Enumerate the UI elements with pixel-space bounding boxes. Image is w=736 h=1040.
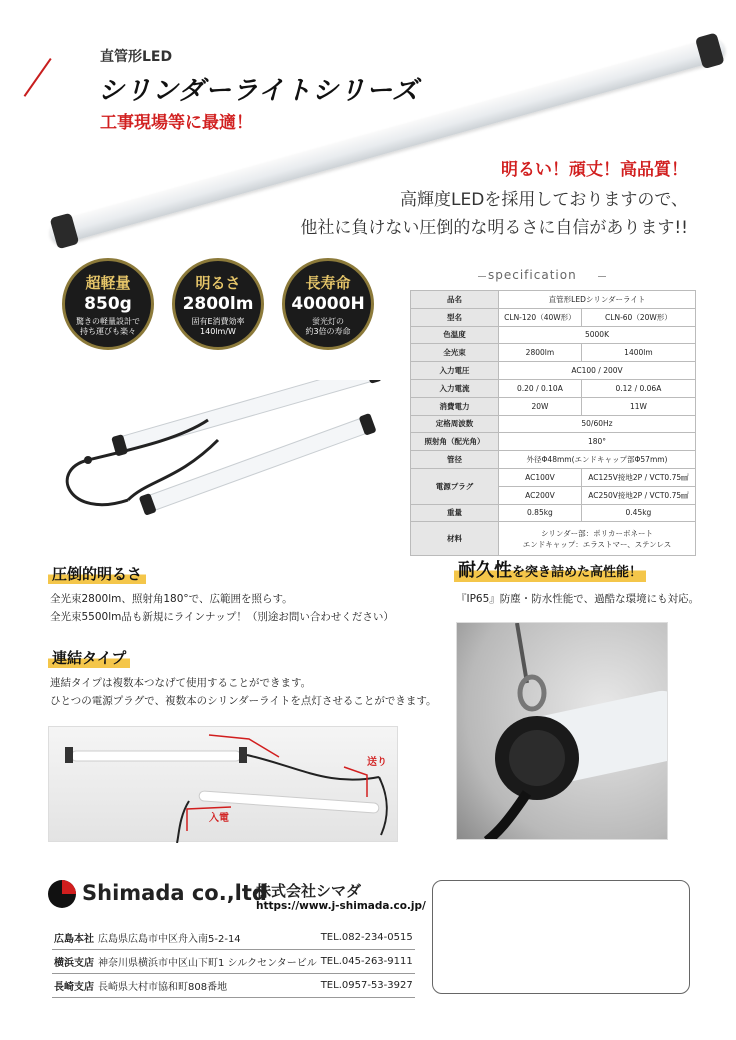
spec-rule-left: [478, 276, 486, 277]
table-row: 品名 直管形LEDシリンダーライト: [411, 291, 696, 309]
spec-table: [410, 290, 696, 556]
office-list: [52, 926, 415, 998]
end-cap-left: [50, 213, 80, 250]
lead-text-2: 他社に負けない圧倒的な明るさに自信があります!!: [300, 218, 688, 238]
brightness-heading: 圧倒的明るさ: [48, 563, 146, 584]
table-row: 型名 CLN-120（40W形） CLN-60（20W形）: [411, 308, 696, 326]
badge-head: 明るさ: [195, 274, 241, 292]
durability-photo: [456, 622, 668, 840]
badge-desc: 驚きの軽量設計で 持ち運びも楽々: [76, 317, 140, 336]
table-row: 照射角（配光角） 180°: [411, 433, 696, 451]
durability-text: 『IP65』防塵・防水性能で、過酷な環境にも対応。: [456, 593, 700, 605]
badge-lifespan: [282, 258, 374, 350]
table-row: 消費電力 20W 11W: [411, 397, 696, 415]
badge-value: 850g: [84, 294, 132, 314]
lead-text-1: 高輝度LEDを採用しておりますので、: [400, 190, 688, 210]
durability-heading: 耐久性を突き詰めた高性能！: [454, 556, 646, 582]
page-title: シリンダーライトシリーズ: [98, 76, 419, 106]
company-name: 株式会社シマダ: [256, 882, 362, 900]
table-row: AC200V AC250V接地2P / VCT0.75㎟: [411, 486, 696, 504]
badge-head: 長寿命: [305, 274, 351, 292]
connection-photo: [48, 726, 398, 842]
brightness-text: 全光束2800lm、照射角180°で、広範囲を照らす。 全光束5500lm品も新規にラインナップ！（別途お問い合わせください）: [50, 593, 394, 624]
feed-out-label: 送り: [367, 757, 387, 768]
dealer-stamp-box: [432, 880, 690, 994]
table-row: 長崎支店 長崎県大村市協和町808番地 TEL.0957-53-3927: [52, 974, 415, 998]
badge-weight: [62, 258, 154, 350]
badge-value: 40000H: [291, 294, 365, 314]
table-row: 電源プラグ AC100V AC125V接地2P / VCT0.75㎟: [411, 468, 696, 486]
table-row: 重量 0.85kg 0.45kg: [411, 504, 696, 522]
catch-headline: 明るい！頑丈！高品質！: [501, 160, 688, 180]
page-subtitle: 工事現場等に最適！: [100, 113, 253, 133]
badge-brightness: [172, 258, 264, 350]
table-row: 横浜支店 神奈川県横浜市中区山下町1 シルクセンタービル TEL.045-263-9111: [52, 950, 415, 974]
header-slash-decoration: [24, 58, 52, 97]
table-row: 全光束 2800lm 1400lm: [411, 344, 696, 362]
table-row: 入力電流 0.20 / 0.10A 0.12 / 0.06A: [411, 379, 696, 397]
badge-desc: 蛍光灯の 約3倍の寿命: [305, 317, 351, 336]
linked-lights-photo: [28, 380, 400, 540]
table-row: 入力電圧 AC100 / 200V: [411, 362, 696, 380]
product-category: 直管形LED: [100, 49, 173, 65]
power-in-label: 入電: [209, 813, 229, 824]
table-row: 材料 シリンダー部：ポリカーボネート エンドキャップ：エラストマー、ステンレス: [411, 522, 696, 556]
table-row: 色温度 5000K: [411, 326, 696, 344]
connection-diagram: [49, 727, 399, 843]
table-row: 広島本社 広島県広島市中区舟入南5-2-14 TEL.082-234-0515: [52, 926, 415, 950]
light-closeup-illustration: [457, 623, 668, 840]
company-logo-mark: [48, 880, 76, 908]
table-row: 管径 外径Φ48mm(エンドキャップ部Φ57mm): [411, 451, 696, 469]
material-cell: シリンダー部：ポリカーボネート エンドキャップ：エラストマー、ステンレス: [499, 522, 696, 556]
linked-type-text: 連結タイプは複数本つなげて使用することができます。 ひとつの電源プラグで、複数本のシリンダーライトを点灯させることができます。: [50, 677, 437, 708]
badge-head: 超軽量: [85, 274, 131, 292]
end-cap-right: [695, 32, 725, 69]
spec-rule-right: [598, 276, 606, 277]
table-row: 定格周波数 50/60Hz: [411, 415, 696, 433]
spec-heading: specification: [488, 268, 577, 282]
linked-type-heading: 連結タイプ: [48, 647, 130, 668]
company-logo-text: Shimada co.,ltd: [82, 881, 267, 905]
badge-value: 2800lm: [182, 294, 254, 314]
badge-desc: 固有E消費効率 140lm/W: [191, 317, 245, 336]
company-url-link[interactable]: https://www.j-shimada.co.jp/: [256, 900, 426, 912]
